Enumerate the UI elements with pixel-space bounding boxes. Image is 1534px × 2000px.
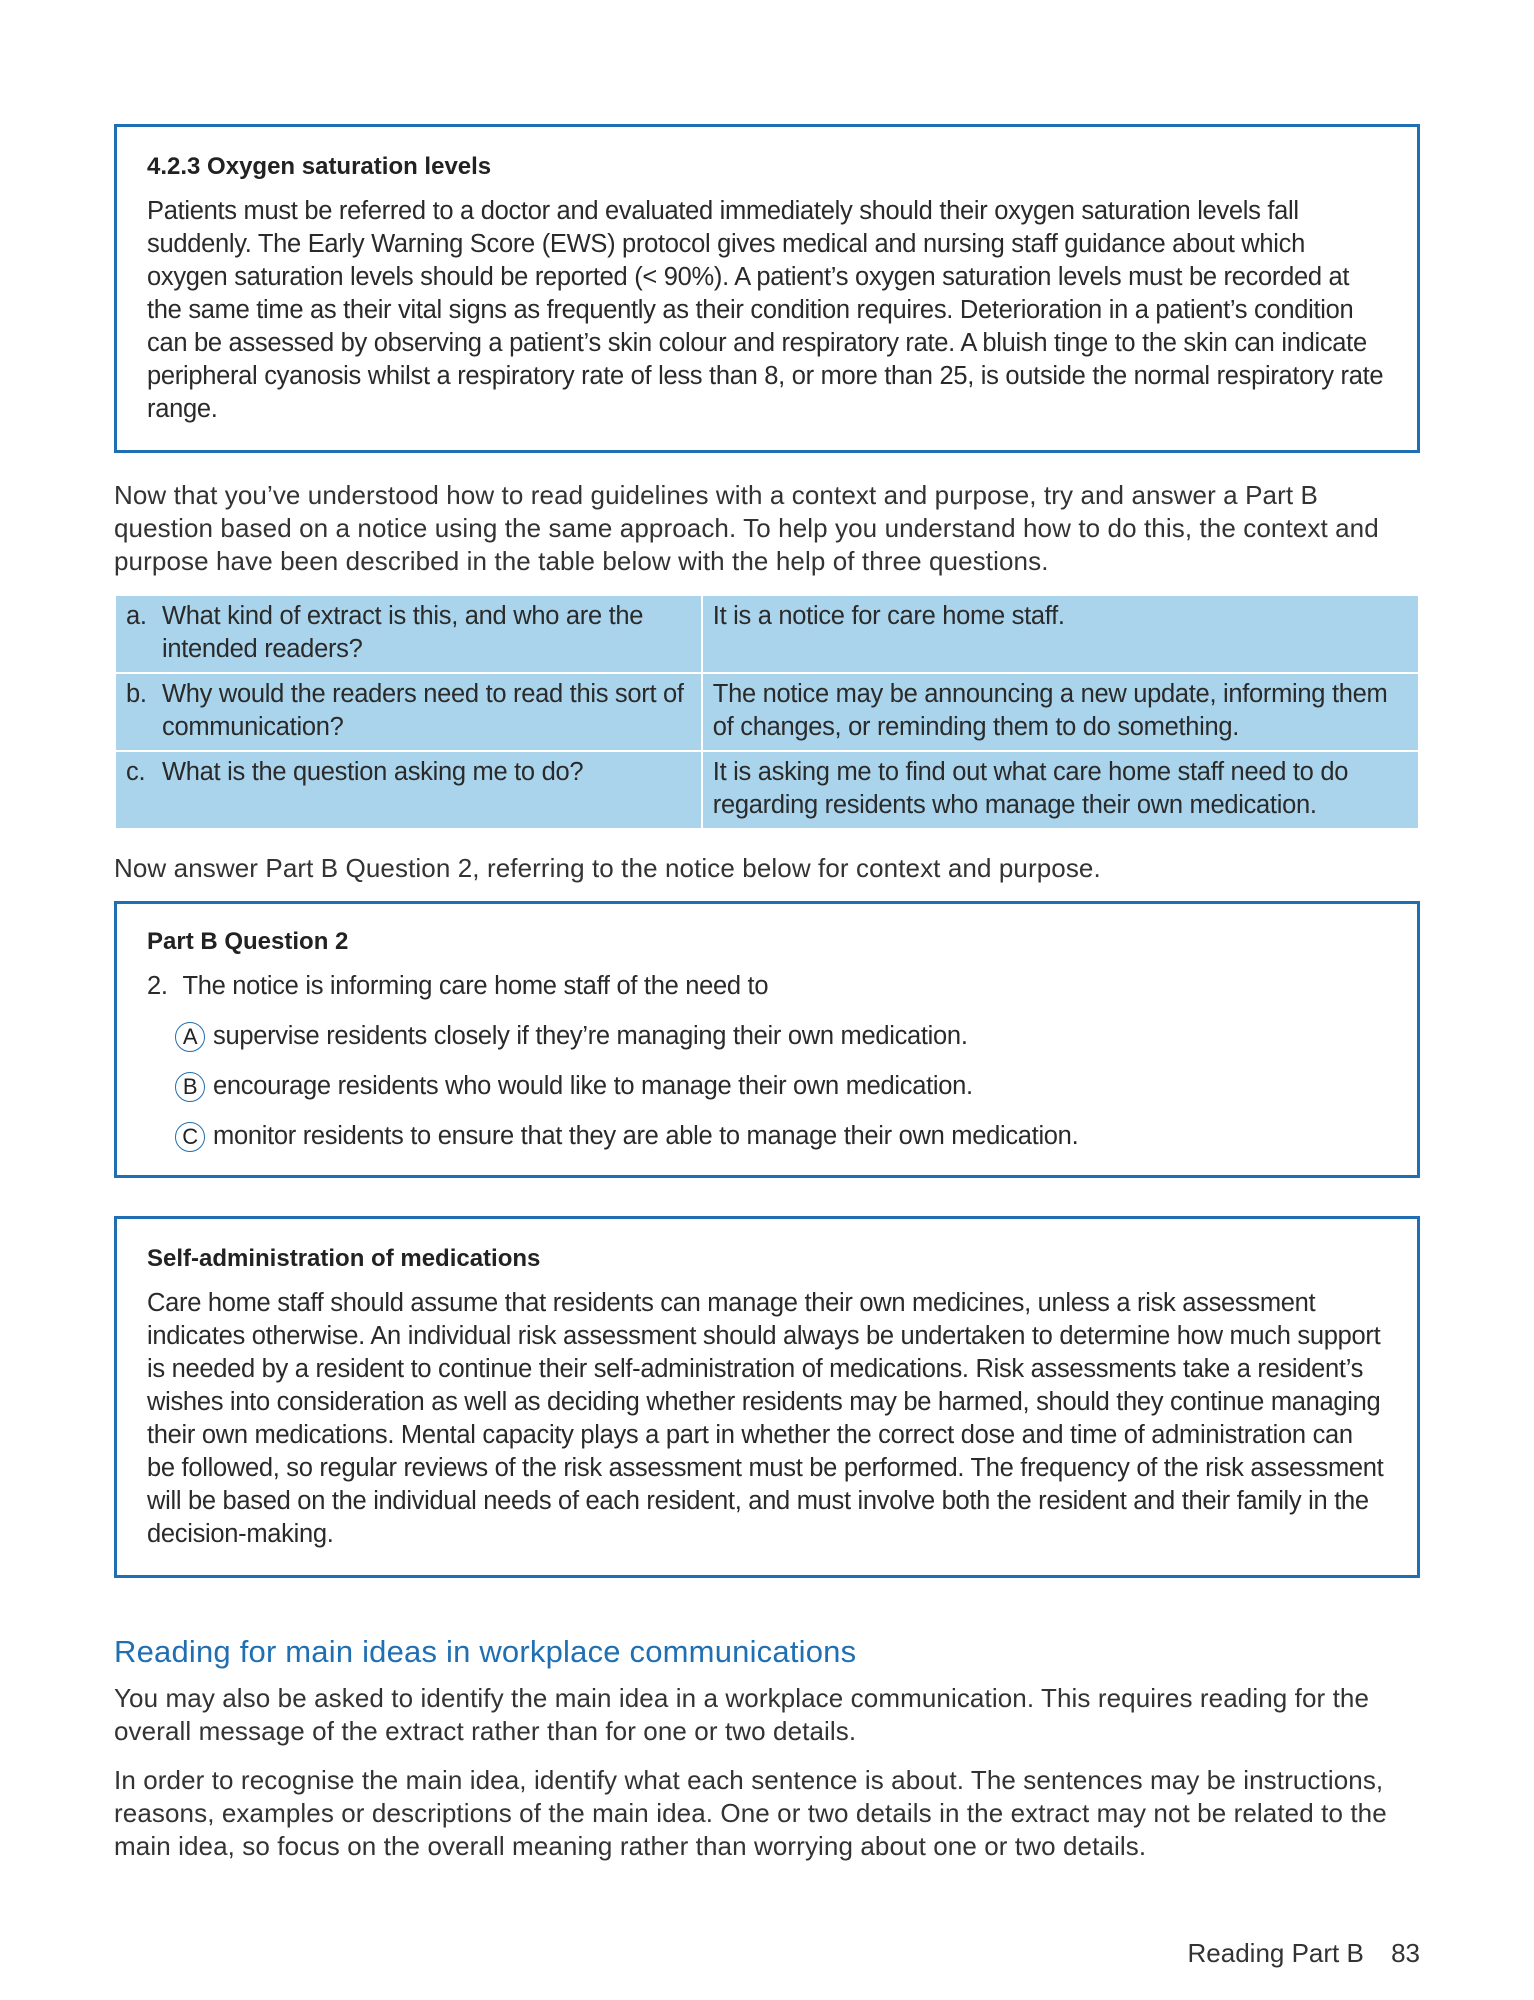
option-letter-circle[interactable]: C (175, 1122, 205, 1152)
question-box (114, 901, 1420, 1178)
table-question-cell (115, 673, 702, 751)
option-letter-circle[interactable]: B (175, 1072, 205, 1102)
table-answer-cell: It is a notice for care home staff. (702, 595, 1419, 673)
context-purpose-table (114, 594, 1420, 830)
question-text: Why would the readers need to read this sort of communication? (162, 680, 684, 741)
question-heading: Part B Question 2 (147, 928, 349, 955)
question-number: 2. (147, 972, 168, 1000)
section-heading: Reading for main ideas in workplace communications (114, 1634, 857, 1669)
option-letter-circle[interactable]: A (175, 1022, 205, 1052)
box-body: Patients must be referred to a doctor and evaluated immediately should their oxygen saturation levels fall suddenly. The Early Warning Score (EWS) protocol gives medical and nursing staff guidance about which oxygen saturation levels should be reported (< 90%). A patient’s oxygen saturation levels must be recorded at the same time as their vital signs as frequently as their condition requires. Deterioration in a patient’s condition can be assessed by observing a patient’s skin colour and respiratory rate. A bluish tinge to the skin can indicate peripheral cyanosis whilst a respiratory rate of less than 8, or more than 25, is outside the normal respiratory rate range. (147, 197, 1384, 423)
self-administration-box (114, 1216, 1420, 1578)
oxygen-saturation-box (114, 124, 1420, 453)
table-answer-cell: The notice may be announcing a new update, informing them of changes, or reminding them to do something. (702, 673, 1419, 751)
page-content (114, 124, 1420, 1863)
page-number: 83 (1391, 1938, 1420, 1968)
answer-option-c[interactable] (147, 1120, 1385, 1153)
answer-option-b[interactable] (147, 1070, 1385, 1103)
question-letter: b. (126, 680, 147, 708)
answer-option-a[interactable] (147, 1020, 1385, 1053)
table-question-cell (115, 751, 702, 829)
question-stem-text: The notice is informing care home staff of the need to (182, 972, 769, 1000)
table-row (115, 595, 1419, 673)
option-text: supervise residents closely if they’re managing their own medication. (213, 1022, 968, 1050)
instruction-paragraph: Now answer Part B Question 2, referring to the notice below for context and purpose. (114, 853, 1101, 883)
box-heading: 4.2.3 Oxygen saturation levels (147, 153, 492, 180)
question-text: What kind of extract is this, and who are the intended readers? (162, 602, 644, 663)
main-idea-paragraph-1: You may also be asked to identify the main idea in a workplace communication. This requires reading for the overall message of the extract rather than for one or two details. (114, 1683, 1370, 1746)
box-heading: Self-administration of medications (147, 1245, 541, 1272)
intro-paragraph: Now that you’ve understood how to read guidelines with a context and purpose, try and answer a Part B question based on a notice using the same approach. To help you understand how to do this, the context and purpose have been described in the table below with the help of three questions. (114, 480, 1379, 576)
question-letter: a. (126, 602, 147, 630)
table-row (115, 673, 1419, 751)
page-footer (1188, 1938, 1420, 1969)
box-body: Care home staff should assume that residents can manage their own medicines, unless a risk assessment indicates otherwise. An individual risk assessment should always be undertaken to determine how much support is needed by a resident to continue their self-administration of medications. Risk assessments take a resident’s wishes into consideration as well as deciding whether residents may be harmed, should they continue managing their own medications. Mental capacity plays a part in whether the correct dose and time of administration can be followed, so regular reviews of the risk assessment must be performed. The frequency of the risk assessment will be based on the individual needs of each resident, and must involve both the resident and their family in the decision-making. (147, 1289, 1384, 1548)
main-idea-paragraph-2: In order to recognise the main idea, identify what each sentence is about. The sentences may be instructions, reasons, examples or descriptions of the main idea. One or two details in the extract may not be related to the main idea, so focus on the overall meaning rather than worrying about one or two details. (114, 1765, 1387, 1861)
question-stem (147, 970, 1385, 1003)
question-text: What is the question asking me to do? (162, 758, 584, 786)
table-question-cell (115, 595, 702, 673)
question-letter: c. (126, 758, 146, 786)
table-answer-cell: It is asking me to find out what care home staff need to do regarding residents who manage their own medication. (702, 751, 1419, 829)
option-text: encourage residents who would like to manage their own medication. (213, 1072, 973, 1100)
table-row (115, 751, 1419, 829)
footer-section: Reading Part B (1187, 1938, 1364, 1968)
option-text: monitor residents to ensure that they are able to manage their own medication. (213, 1122, 1079, 1150)
